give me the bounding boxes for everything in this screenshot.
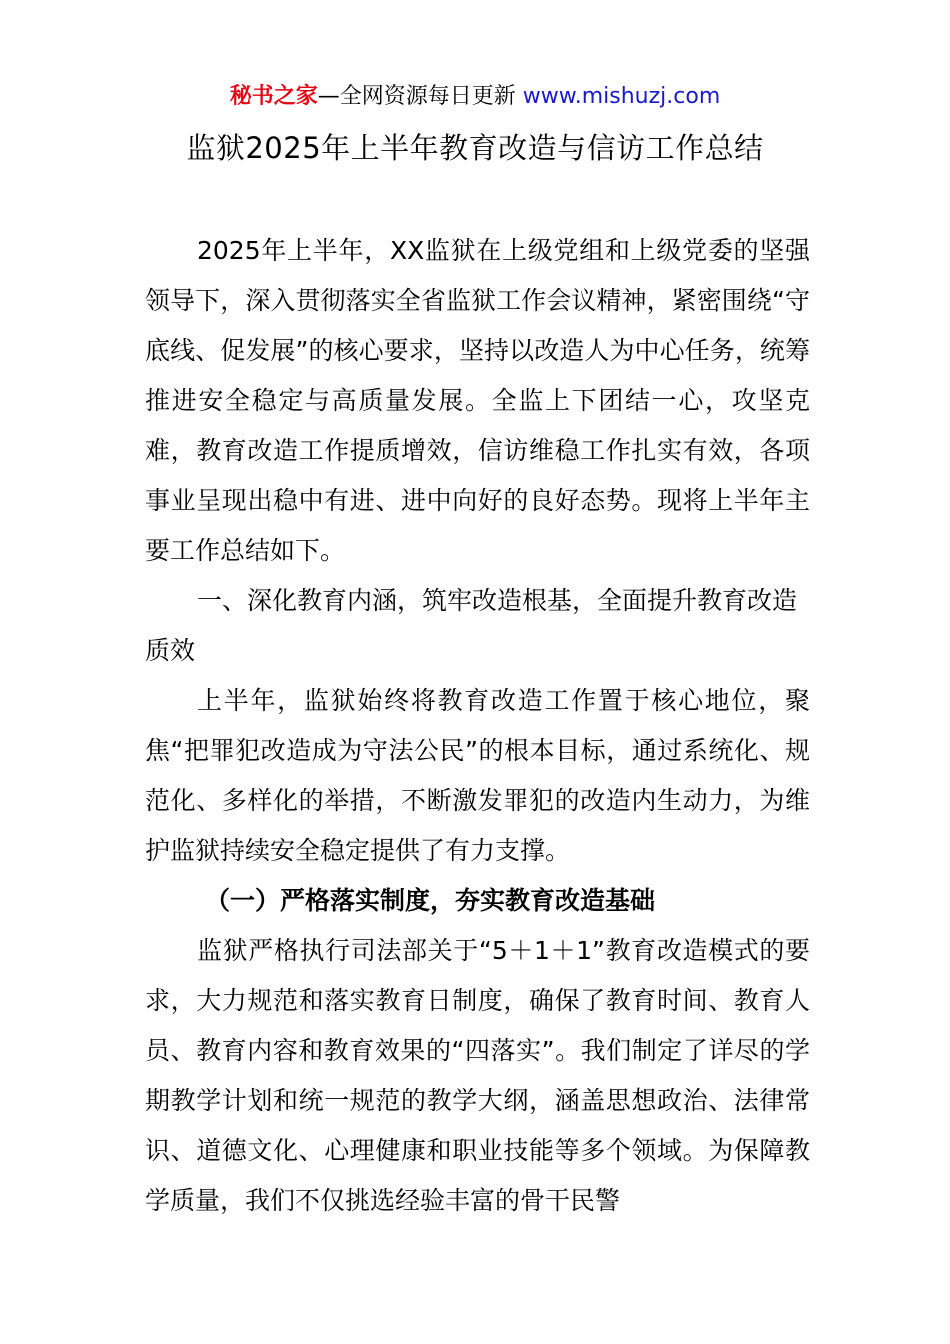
document-body [145,226,810,1226]
intro-paragraph: 2025年上半年，XX监狱在上级党组和上级党委的坚强领导下，深入贯彻落实全省监狱工作会议精神，紧密围绕“守底线、促发展”的核心要求，坚持以改造人为中心任务，统筹推进安全稳定与高质量发展。全监上下团结一心，攻坚克难，教育改造工作提质增效，信访维稳工作扎实有效，各项事业呈现出稳中有进、进中向好的良好态势。现将上半年主要工作总结如下。 [145,236,810,565]
brand-name: 秘书之家 [229,84,318,109]
header-tagline: —全网资源每日更新 [317,84,523,109]
section-heading-1: 一、深化教育内涵，筑牢改造根基，全面提升教育改造质效 [145,586,798,665]
site-url-link[interactable]: www.mishuzj.com [522,84,721,109]
site-header [0,82,950,112]
document-title: 监狱2025年上半年教育改造与信访工作总结 [186,131,764,165]
section-1-paragraph: 上半年，监狱始终将教育改造工作置于核心地位，聚焦“把罪犯改造成为守法公民”的根本目标，通过系统化、规范化、多样化的举措，不断激发罪犯的改造内生动力，为维护监狱持续安全稳定提供了有力支撑。 [145,686,810,865]
subsection-heading-1: （一）严格落实制度，夯实教育改造基础 [205,886,656,915]
subsection-1-paragraph: 监狱严格执行司法部关于“5＋1＋1”教育改造模式的要求，大力规范和落实教育日制度，确保了教育时间、教育人员、教育内容和教育效果的“四落实”。我们制定了详尽的学期教学计划和统一规范的教学大纲，涵盖思想政治、法律常识、道德文化、心理健康和职业技能等多个领域。为保障教学质量，我们不仅挑选经验丰富的骨干民警 [145,936,810,1215]
